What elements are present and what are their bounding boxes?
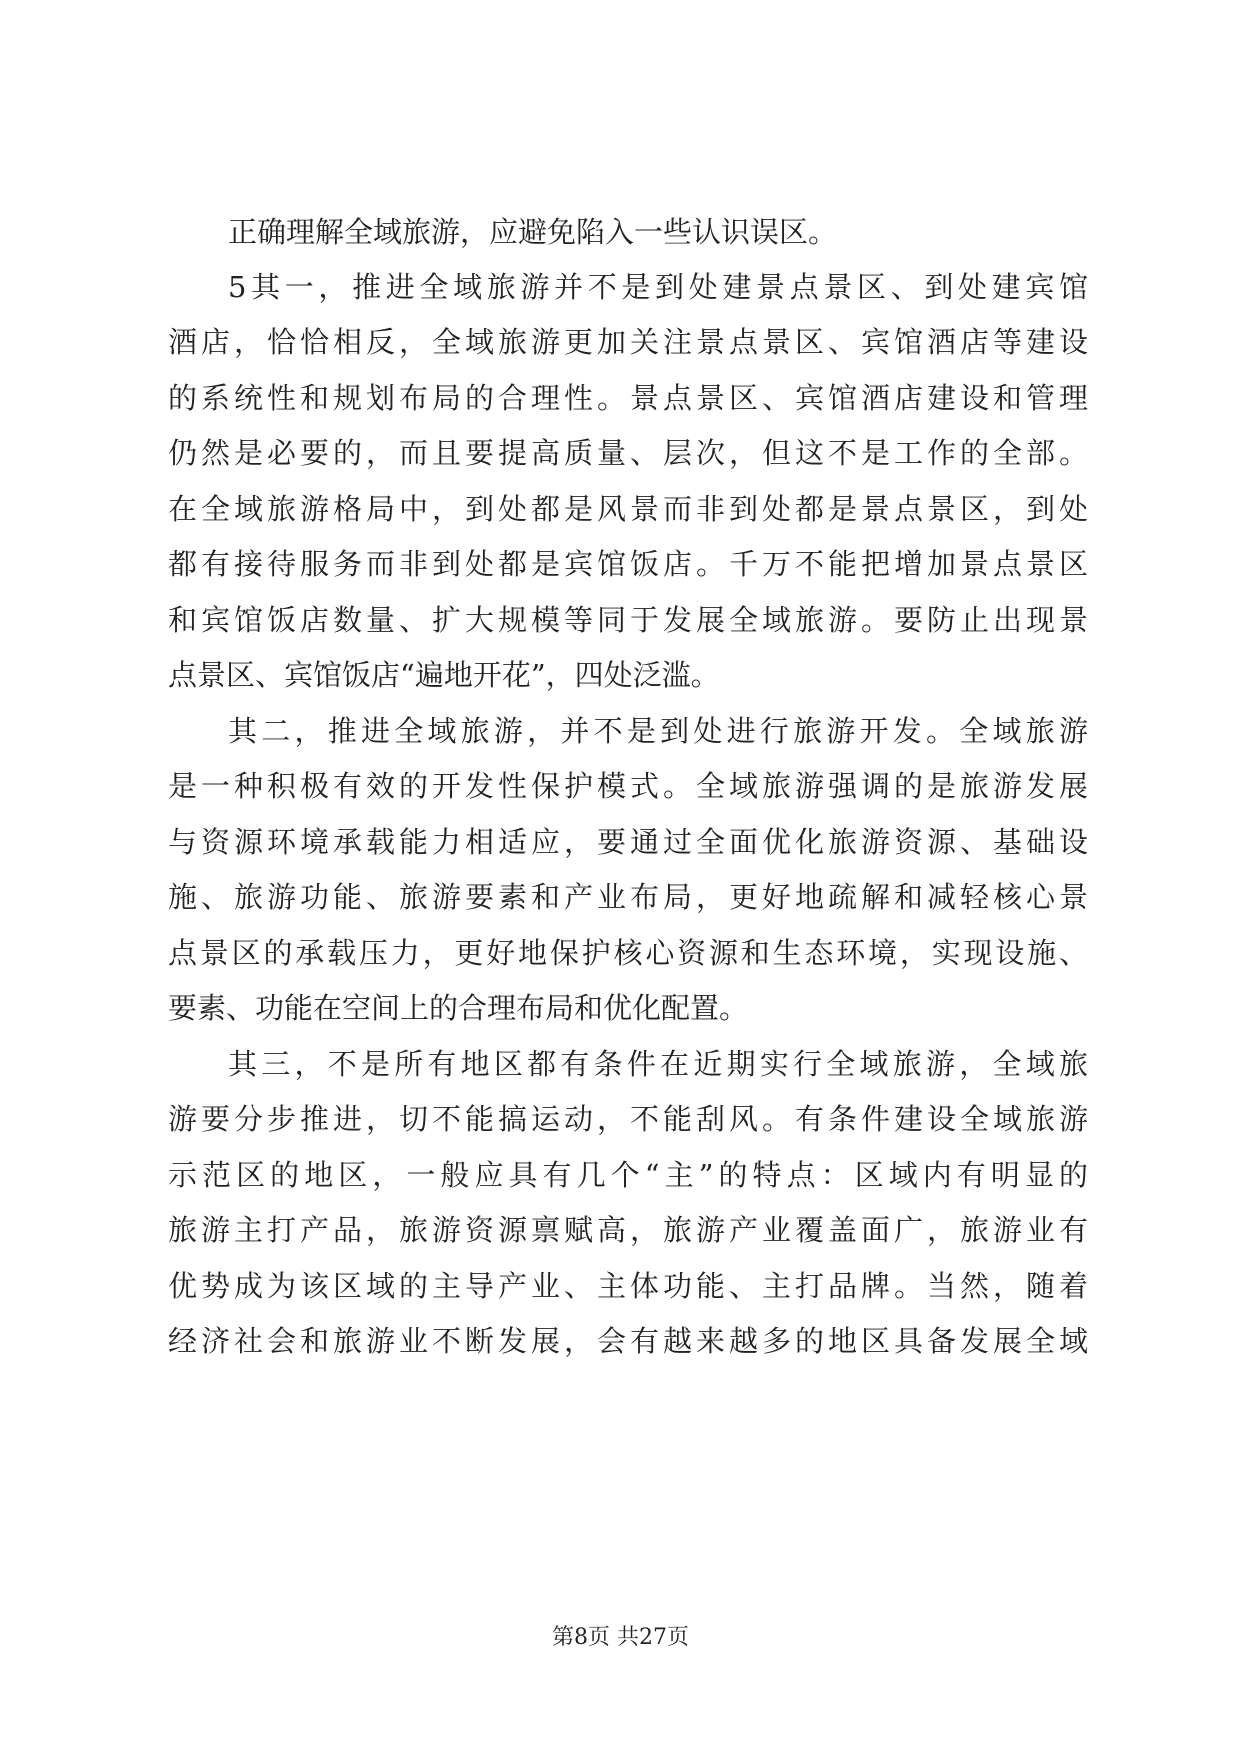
paragraph-4-line-6: 经济社会和旅游业不断发展，会有越来越多的地区具备发展全域 bbox=[168, 1324, 1088, 1358]
paragraph-4-line-4: 旅游主打产品，旅游资源禀赋高，旅游产业覆盖面广，旅游业有 bbox=[168, 1213, 1088, 1247]
paragraph-3-line-3: 与资源环境承载能力相适应，要通过全面优化旅游资源、基础设 bbox=[168, 825, 1088, 859]
paragraph-2-line-4: 仍然是必要的，而且要提高质量、层次，但这不是工作的全部。 bbox=[168, 436, 1088, 470]
paragraph-4-line-2: 游要分步推进，切不能搞运动，不能刮风。有条件建设全域旅游 bbox=[168, 1102, 1088, 1136]
paragraph-2-line-3: 的系统性和规划布局的合理性。景点景区、宾馆酒店建设和管理 bbox=[168, 381, 1088, 415]
paragraph-4-line-3: 示范区的地区，一般应具有几个“主”的特点：区域内有明显的 bbox=[168, 1158, 1088, 1192]
paragraph-3-line-1: 其二，推进全域旅游，并不是到处进行旅游开发。全域旅游 bbox=[228, 714, 1088, 748]
paragraph-2-line-1: 5其一，推进全域旅游并不是到处建景点景区、到处建宾馆 bbox=[228, 270, 1088, 304]
paragraph-2-line-2: 酒店，恰恰相反，全域旅游更加关注景点景区、宾馆酒店等建设 bbox=[168, 325, 1088, 359]
paragraph-2-line-7: 和宾馆饭店数量、扩大规模等同于发展全域旅游。要防止出现景 bbox=[168, 603, 1088, 637]
paragraph-1-line-1: 正确理解全域旅游，应避免陷入一些认识误区。 bbox=[228, 215, 838, 249]
paragraph-4-line-5: 优势成为该区域的主导产业、主体功能、主打品牌。当然，随着 bbox=[168, 1269, 1088, 1303]
paragraph-2-line-8: 点景区、宾馆饭店“遍地开花”，四处泛滥。 bbox=[168, 658, 720, 692]
paragraph-3-line-5: 点景区的承载压力，更好地保护核心资源和生态环境，实现设施、 bbox=[168, 936, 1088, 970]
paragraph-3-line-6: 要素、功能在空间上的合理布局和优化配置。 bbox=[168, 991, 749, 1025]
paragraph-2-line-6: 都有接待服务而非到处都是宾馆饭店。千万不能把增加景点景区 bbox=[168, 547, 1088, 581]
page-number-footer: 第8页 共27页 bbox=[552, 1625, 689, 1650]
paragraph-3-line-4: 施、旅游功能、旅游要素和产业布局，更好地疏解和减轻核心景 bbox=[168, 880, 1088, 914]
paragraph-2-line-5: 在全域旅游格局中，到处都是风景而非到处都是景点景区，到处 bbox=[168, 492, 1088, 526]
paragraph-4-line-1: 其三，不是所有地区都有条件在近期实行全域旅游，全域旅 bbox=[228, 1047, 1088, 1081]
paragraph-3-line-2: 是一种积极有效的开发性保护模式。全域旅游强调的是旅游发展 bbox=[168, 769, 1088, 803]
